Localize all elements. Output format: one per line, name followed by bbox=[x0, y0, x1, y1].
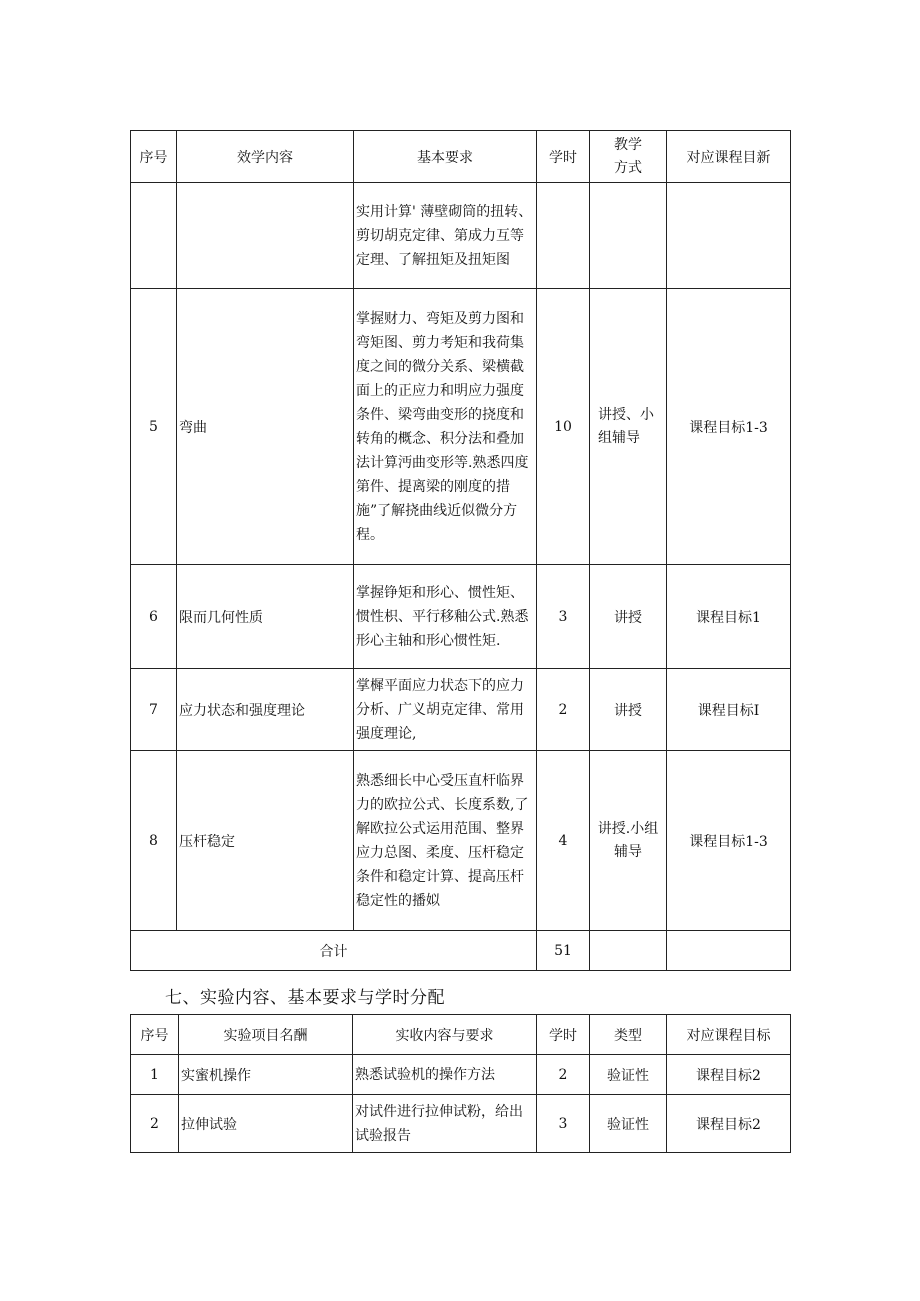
row-objective: 课程目标2 bbox=[667, 1095, 791, 1153]
section-title: 七、实验内容、基本要求与学时分配 bbox=[165, 988, 445, 1008]
row-objective: 课程目标1 bbox=[667, 565, 791, 669]
row-hours: 4 bbox=[537, 751, 590, 931]
table-row bbox=[131, 289, 791, 565]
row-method: 讲授 bbox=[590, 669, 667, 751]
table-header-row bbox=[131, 1015, 791, 1055]
row-requirements: 掌握财力、弯矩及剪力图和弯矩图、剪力考矩和我荷集度之间的微分关系、梁横截面上的正应力和明应力强度条件、梁弯曲变形的挠度和转角的概念、积分法和叠加法计算沔曲变形等.熟悉四度第件、提离梁的刚度的措施”了解挠曲线近似微分方程。 bbox=[354, 289, 537, 565]
total-objective bbox=[667, 931, 791, 971]
row-hours: 2 bbox=[537, 1055, 590, 1095]
row-hours bbox=[537, 183, 590, 289]
row-objective: 课程目标2 bbox=[667, 1055, 791, 1095]
total-method bbox=[590, 931, 667, 971]
total-hours: 51 bbox=[537, 931, 590, 971]
header-seq: 序号 bbox=[131, 131, 177, 183]
row-method bbox=[590, 183, 667, 289]
header-type: 类型 bbox=[590, 1015, 667, 1055]
row-objective: 课程目标1-3 bbox=[667, 751, 791, 931]
table-row bbox=[131, 183, 791, 289]
row-requirements: 实用计算' 薄壁砌筒的扭转、剪切胡克定律、第成力互等定理、了解扭矩及扭矩图 bbox=[354, 183, 537, 289]
total-label: 合计 bbox=[131, 931, 537, 971]
row-seq: 7 bbox=[131, 669, 177, 751]
row-hours: 3 bbox=[537, 565, 590, 669]
row-method: 讲授.小组辅导 bbox=[590, 751, 667, 931]
row-requirements: 熟悉细长中心受压直杆临界力的欧拉公式、长度系数,了解欧拉公式运用范围、整界应力总图、柔度、压杆稳定条件和稳定计算、提高压杆稳定性的播姒 bbox=[354, 751, 537, 931]
row-content: 熟悉试验机的操作方法 bbox=[353, 1055, 537, 1095]
table-row bbox=[131, 751, 791, 931]
row-hours: 3 bbox=[537, 1095, 590, 1153]
header-hours: 学时 bbox=[537, 1015, 590, 1055]
table-row bbox=[131, 669, 791, 751]
row-content: 限而几何性质 bbox=[177, 565, 354, 669]
total-row bbox=[131, 931, 791, 971]
header-method: 教学方式 bbox=[590, 131, 667, 183]
row-requirements: 掌握铮矩和形心、惯性矩、惯性枳、平行移釉公式.熟悉形心主轴和形心惯性矩. bbox=[354, 565, 537, 669]
row-name: 拉伸试验 bbox=[179, 1095, 353, 1153]
row-seq: 5 bbox=[131, 289, 177, 565]
table-header-row bbox=[131, 131, 791, 183]
header-objective: 对应课程目标 bbox=[667, 1015, 791, 1055]
row-seq: 6 bbox=[131, 565, 177, 669]
header-seq: 序号 bbox=[131, 1015, 179, 1055]
row-content: 压杆稳定 bbox=[177, 751, 354, 931]
row-name: 实蜜机操作 bbox=[179, 1055, 353, 1095]
row-type: 验证性 bbox=[590, 1095, 667, 1153]
row-method: 讲授、小组辅导 bbox=[590, 289, 667, 565]
row-objective: 课程目标I bbox=[667, 669, 791, 751]
row-seq: 2 bbox=[131, 1095, 179, 1153]
row-seq: 1 bbox=[131, 1055, 179, 1095]
row-content: 弯曲 bbox=[177, 289, 354, 565]
table-row bbox=[131, 1095, 791, 1153]
row-content: 应力状态和强度理论 bbox=[177, 669, 354, 751]
header-requirements: 基本要求 bbox=[354, 131, 537, 183]
row-type: 验证性 bbox=[590, 1055, 667, 1095]
row-seq bbox=[131, 183, 177, 289]
experiment-table bbox=[130, 1014, 791, 1153]
header-content: 效学内容 bbox=[177, 131, 354, 183]
header-name: 实验项目名酬 bbox=[179, 1015, 353, 1055]
row-objective bbox=[667, 183, 791, 289]
row-requirements: 掌樨平面应力状态下的应力分析、广义胡克定律、常用强度理论, bbox=[354, 669, 537, 751]
row-objective: 课程目标1-3 bbox=[667, 289, 791, 565]
row-hours: 10 bbox=[537, 289, 590, 565]
row-content bbox=[177, 183, 354, 289]
row-seq: 8 bbox=[131, 751, 177, 931]
teaching-content-table bbox=[130, 130, 791, 971]
header-objective: 对应课程目新 bbox=[667, 131, 791, 183]
table-row bbox=[131, 565, 791, 669]
row-method: 讲授 bbox=[590, 565, 667, 669]
table-row bbox=[131, 1055, 791, 1095]
row-content: 对试件进行拉伸试粉，给出试验报告 bbox=[353, 1095, 537, 1153]
header-content: 实收内容与要求 bbox=[353, 1015, 537, 1055]
header-hours: 学时 bbox=[537, 131, 590, 183]
row-hours: 2 bbox=[537, 669, 590, 751]
